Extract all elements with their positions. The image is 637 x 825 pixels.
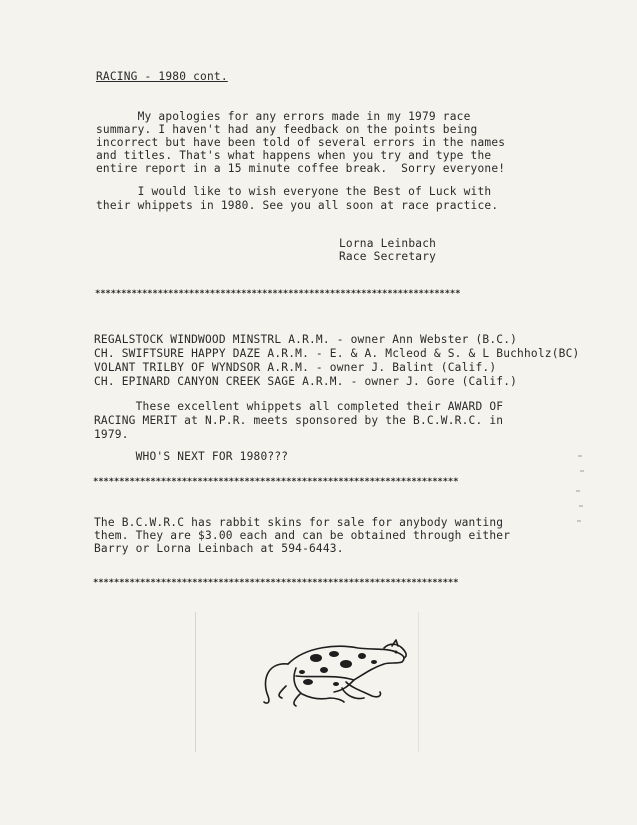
divider: ********************************************************************** bbox=[95, 289, 461, 299]
whippet-entry: CH. EPINARD CANYON CREEK SAGE A.R.M. - owner J. Gore (Calif.) bbox=[94, 375, 518, 388]
signature-name: Lorna Leinbach bbox=[339, 237, 437, 250]
paper-speck bbox=[579, 505, 583, 507]
whippet-entry: REGALSTOCK WINDWOOD MINSTRL A.R.M. - owner Ann Webster (B.C.) bbox=[94, 333, 518, 346]
divider: ********************************************************************** bbox=[93, 578, 459, 588]
award-line: These excellent whippets all completed their AWARD OF bbox=[94, 400, 504, 413]
paper-speck bbox=[578, 455, 582, 457]
apology-line: and titles. That's what happens when you try and type the bbox=[96, 149, 492, 162]
award-line: 1979. bbox=[94, 428, 129, 441]
apology-line: incorrect but have been told of several errors in the names bbox=[96, 136, 506, 149]
apology-line: summary. I haven't had any feedback on the points being bbox=[96, 123, 478, 136]
rabbit-line: them. They are $3.00 each and can be obtained through either bbox=[94, 529, 511, 542]
whippet-entry: CH. SWIFTSURE HAPPY DAZE A.R.M. - E. & A. Mcleod & S. & L Buchholz(BC) bbox=[94, 347, 580, 360]
award-line: RACING MERIT at N.P.R. meets sponsored by the B.C.W.R.C. in bbox=[94, 414, 504, 427]
whippet-entry: VOLANT TRILBY OF WYNDSOR A.R.M. - owner J. Balint (Calif.) bbox=[94, 361, 497, 374]
wishes-line: their whippets in 1980. See you all soon at race practice. bbox=[96, 199, 499, 212]
next-question: WHO'S NEXT FOR 1980??? bbox=[94, 450, 289, 463]
apology-line: entire report in a 15 minute coffee break. Sorry everyone! bbox=[96, 162, 506, 175]
illustration-box bbox=[195, 612, 419, 752]
running-whippet-illustration bbox=[196, 612, 418, 752]
signature-title: Race Secretary bbox=[339, 250, 437, 263]
apology-line: My apologies for any errors made in my 1979 race bbox=[96, 110, 471, 123]
page-heading: RACING - 1980 cont. bbox=[96, 70, 228, 83]
rabbit-line: The B.C.W.R.C has rabbit skins for sale for anybody wanting bbox=[94, 516, 504, 529]
rabbit-line: Barry or Lorna Leinbach at 594-6443. bbox=[94, 542, 344, 555]
paper-speck bbox=[577, 520, 581, 522]
paper-speck bbox=[576, 490, 580, 492]
divider: ********************************************************************** bbox=[93, 477, 459, 487]
paper-speck bbox=[580, 470, 584, 472]
wishes-line: I would like to wish everyone the Best of Luck with bbox=[96, 185, 492, 198]
